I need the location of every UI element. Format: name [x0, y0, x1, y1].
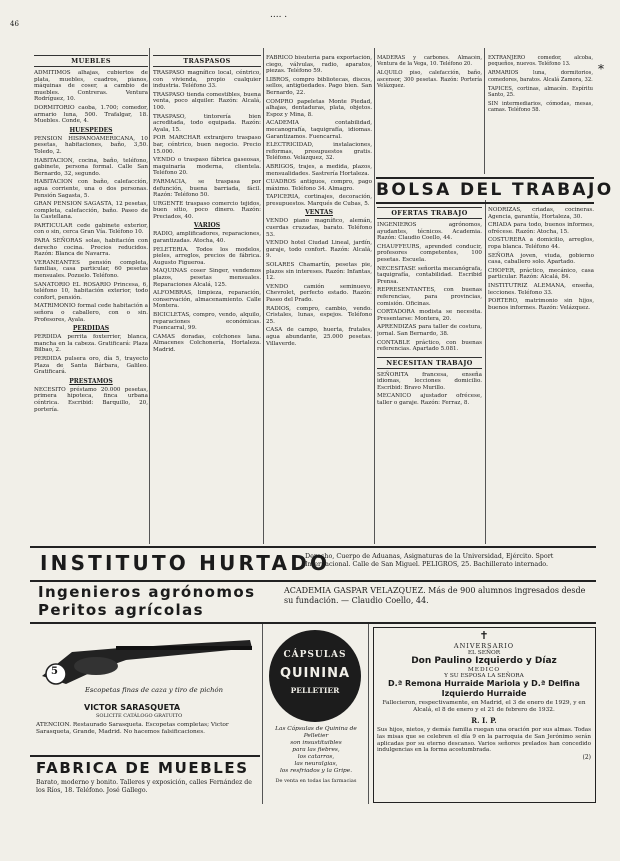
ad-text: ADMITIMOS alhajas, cubiertos de plata, muebles, cuadros, pianos, máquinas de coser, a cambio de muebles. Contreras. Ventura Rodríguez, 10. [34, 70, 148, 103]
ad-text: VENDO hotel Ciudad Lineal, jardín, garaje, todo confort. Razón: Alcalá, 9. [266, 240, 372, 260]
quinina-footer: De venta en todas las farmacias [275, 778, 357, 784]
fabrica-text: Barato, moderno y bonito. Talleres y exposición, calles Fernández de los Ríos, 18. Teléfono. José Gallego. [36, 779, 252, 794]
ad-text: MAQUINAS coser Singer, vendemos plazos, pesetas mensuales. Reparaciones Alcalá, 125. [153, 268, 261, 288]
top-marks: .... . [270, 10, 288, 20]
ad-text: TRASPASO magnífico local, céntrico, con vivienda, propio cualquier industria. Teléfono 33. [153, 70, 261, 90]
ad-text: EXTRANJERO comedor, alcoba, pequeños, nuevos. Teléfono 13. [488, 55, 593, 68]
ad-text: DORMITORIO caoba, 1.700; comedor, armario luna, 500. Trafalgar, 18. Muebles. Conde, 4. [34, 104, 148, 125]
ad-text: VENDO camión seminuevo, Chevrolet, perfecto estado. Razón: Paseo del Prado. [266, 283, 372, 303]
ad-text: ELECTRICIDAD, instalaciones, reformas, presupuestos gratis. Teléfono. Velázquez, 32. [266, 142, 372, 162]
cross-icon: ✝ [479, 630, 489, 642]
section-varios: VARIOS [193, 222, 221, 230]
escopetas-text: ATENCION. Restaurado Sarasqueta. Escopetas completas; Victor Sarasqueta, Grande, Madrid. No hacemos falsificaciones. [36, 722, 229, 735]
ad-text: CUADROS antiguos, compro, pago máximo. Teléfono 34. Almagro. [266, 179, 372, 192]
obituary-heading: EL SEÑOR [467, 650, 501, 656]
ad-text: POR MARCHAR extranjero traspaso bar, céntrico, buen negocio. Precio 15.000. [153, 135, 261, 155]
obituary [377, 630, 591, 800]
ad-text: CAMAS doradas, colchones lana. Almacenes Colchonería, Hortaleza. Madrid. [153, 333, 261, 353]
shotgun-illustration [36, 626, 258, 688]
ad-text: CORTADORA modista se necesita. Presentarse: Montera, 20. [377, 309, 482, 322]
ad-text: SOLARES Chamartín, pesetas pie, plazos sin intereses. Razón: Infantas, 12. [266, 262, 372, 282]
ad-text: HABITACION con baño, calefacción, agua corriente, una o dos personas. Pensión Sagasta, 5. [34, 179, 148, 199]
quinina-line: Las Cápsulas de Quinina de Pelletier [275, 726, 357, 739]
column-1 [34, 55, 148, 548]
fabrica-title: FABRICA DE MUEBLES [36, 759, 249, 777]
ad-text: ARMARIOS luna, dormitorios, comedores, baratos. Alcalá Zamora, 32. [488, 70, 593, 83]
ad-text: BICICLETAS, compro, vendo, alquilo, reparaciones económicas. Fuencarral, 99. [153, 312, 261, 332]
escopetas-badge: 5 [51, 666, 58, 677]
column-2 [153, 55, 261, 548]
ad-text: MADERAS y carbones. Almacén, Ventura de la Vega, 10. Teléfono 20. [377, 55, 482, 68]
corner-mark: * [598, 62, 604, 76]
ingenieros-line-2: Peritos agrícolas [38, 601, 204, 619]
ad-text: COSTURERA a domicilio, arreglos, ropa blanca. Teléfono 44. [488, 237, 594, 250]
bolsa-title: BOLSA DEL TRABAJO [376, 180, 614, 200]
page-number: 46 [10, 20, 19, 28]
escopetas-ad [36, 626, 258, 718]
escopetas-brand: Escopetas finas de caza y tiro de pichón [84, 686, 224, 694]
ad-text: TRASPASO, tintorería bien acreditada, todo equipada. Razón: Ayala, 15. [153, 113, 261, 133]
ad-text: HABITACION, cocina, baño, teléfono, gabinete, persona formal. Calle San Bernardo, 32, segundo. [34, 157, 148, 177]
obituary-heading: Y SU ESPOSA LA SEÑORA [444, 673, 524, 679]
ad-text: MECANICO ajustador ofrécese, taller o garaje. Razón: Ferraz, 8. [377, 393, 482, 407]
quinina-ad [266, 628, 366, 806]
ad-text: LIBROS, compro bibliotecas, discos, sellos, antigüedades. Pago bien. San Bernardo, 22. [266, 76, 372, 96]
section-huespedes: HUESPEDES [69, 126, 113, 134]
ad-text: INGENIEROS agrónomos, ayudantes, técnicos. Academia. Razón: Claudio Coello, 44. [377, 222, 482, 242]
section-necesitan-trabajo: NECESITAN TRABAJO [377, 357, 482, 369]
ad-text: URGENTE traspaso comercio tejidos, buen sitio, poco dinero. Razón: Preciados, 40. [153, 200, 261, 220]
ad-text: PARTICULAR cede gabinete exterior, con o sin, cerca Gran Vía. Teléfono 10. [34, 222, 148, 236]
ad-text: TAPICERIA, cortinajes, decoración, presupuestos. Marqués de Cubas, 5. [266, 194, 372, 207]
quinina-maker: PELLETIER [290, 686, 340, 695]
ad-text: INSTITUTRIZ ALEMANA, enseña, lecciones. Teléfono 33. [488, 282, 594, 296]
ad-text: MATRIMONIO formal cede habitación a señora o caballero, con o sin. Profesores, Ayala. [34, 303, 148, 323]
ad-text: CRIADA para todo, buenos informes, ofrécese. Razón: Atocha, 15. [488, 222, 594, 235]
ingenieros-line-1: Ingenieros agrónomos [38, 583, 256, 601]
escopetas-maker: VICTOR SARASQUETA [84, 703, 181, 712]
ad-text: CHOFER, práctico, mecánico, casa particular. Razón: Alcalá, 84. [488, 267, 594, 281]
quinina-line: los resfriados y la Gripe. [279, 768, 353, 774]
ad-text: TAPICES, cortinas, almacén. Espíritu Santo, 25. [488, 85, 593, 99]
quinina-line: son insustituibles [290, 740, 342, 746]
ad-text: RADIOS, compro, cambio, vendo. Cristales, lunas, espejos. Teléfono 25. [266, 305, 372, 325]
section-ventas: VENTAS [305, 209, 333, 217]
ad-text: ALQUILO piso, calefacción, baño, ascensor, 300 pesetas. Razón: Portería Velázquez. [377, 70, 482, 89]
ad-text: NECESITO préstamo 20.000 pesetas, primera hipoteca, finca urbana céntrica. Escribid: Barquillo, 20, portería. [34, 386, 148, 413]
quinina-product: QUININA [279, 666, 351, 681]
section-traspasos: TRASPASOS [153, 55, 261, 67]
ad-text: FABRICO bisutería para exportación, ciego, válvulas, radio, aparatos, piezas. Teléfono 59. [266, 55, 372, 75]
obituary-heading: ANIVERSARIO [453, 642, 515, 650]
section-muebles: MUEBLES [34, 55, 148, 67]
obituary-dates: Fallecieron, respectivamente, en Madrid, el 3 de enero de 1929, y en Alcalá, el 8 de enero y el 21 de febrero de 1932. [382, 700, 586, 713]
ad-text: PERDIDA pulsera oro, día 5, trayecto Plaza de Santa Bárbara, Galileo. Gratificará. [34, 355, 148, 376]
section-ofertas-trabajo: OFERTAS TRABAJO [377, 207, 482, 219]
ad-text: PELETERIA. Todos los modelos, pieles, arreglos, precios de fábrica. Augusto Figueroa. [153, 246, 261, 266]
hurtado-title: INSTITUTO HURTADO [40, 551, 331, 575]
ad-text: SEÑORITA francesa, enseña idiomas, lecciones domicilio. Escribid: Bravo Murillo. [377, 371, 482, 391]
obituary-role: MEDICO [467, 667, 501, 673]
ad-text: CASA de campo, huerta, frutales, agua abundante, 25.000 pesetas. Villaverde. [266, 327, 372, 347]
section-prestamos: PRESTAMOS [69, 377, 113, 385]
column-4-top [377, 55, 482, 175]
ad-text: SEÑORA joven, viuda, gobierno casa, caballero solo. Apartado. [488, 252, 594, 266]
quinina-lines [266, 726, 366, 775]
ad-text: PARA SEÑORAS solas, habitación con derecho cocina. Precios reducidos. Razón: Blanca de Navarra. [34, 238, 148, 258]
ad-text: RADIO, amplificadores, reparaciones, garantizadas. Atocha, 40. [153, 231, 261, 245]
ad-text: NECESITASE señorita mecanógrafa, taquigrafía, contabilidad. Escribid Prensa. [377, 265, 482, 285]
ad-text: NODRIZAS, criadas, cocineras. Agencia, garantía, Hortaleza, 30. [488, 207, 594, 220]
quinina-line: para las fiebres, [292, 747, 340, 753]
column-3 [266, 55, 372, 548]
ad-text: FARMACIA, se traspasa por defunción, buena barriada, fácil. Razón: Teléfono 50. [153, 178, 261, 199]
quinina-line: las neuralgias, [294, 761, 338, 767]
ad-text: VERANEANTES pensión completa, familias, casa particular, 60 pesetas mensuales. Pozuelo. Teléfono. [34, 259, 148, 280]
ad-text: VENDO piano magnífico, alemán, cuerdas cruzadas, barato. Teléfono 53. [266, 218, 372, 238]
quinina-line: los catarros, [297, 754, 335, 760]
column-5-top [488, 55, 593, 175]
ad-text: REPRESENTANTES, con buenas referencias, para provincias, comisión. Oficinas. [377, 287, 482, 307]
obituary-text: Sus hijos, nietos, y demás familia ruegan una oración por sus almas. Todas las misas que se celebren el día 9 en la parroquia de San Jerónimo serán aplicadas por su eterno descanso. Varios señores prelados han concedido indulgencias en la forma acostumbrada. [377, 727, 591, 754]
ad-text: GRAN PENSION SAGASTA, 12 pesetas, completa, calefacción, baño. Paseo de la Castellana. [34, 201, 148, 221]
ad-text: APRENDIZAS para taller de costura, jornal. San Bernardo, 38. [377, 324, 482, 337]
ad-text: PENSION HISPANOAMERICANA, 10 pesetas, habitaciones, baño, 3,50. Toledo, 2. [34, 135, 148, 155]
ad-text: SIN intermediarios, cómodas, mesas, camas. Teléfono 58. [488, 101, 593, 114]
ad-text: TRASPASO tienda comestibles, buena venta, poco alquiler. Razón: Alcalá, 100. [153, 91, 261, 111]
bolsa-ofertas [377, 207, 482, 543]
ingenieros-text: ACADEMIA GASPAR VELAZQUEZ. Más de 900 alumnos ingresados desde su fundación. — Claudio Coello, 44. [284, 586, 586, 605]
section-perdidas: PERDIDAS [72, 325, 110, 333]
ad-text: PORTERO, matrimonio sin hijos, buenos informes. Razón: Velázquez. [488, 298, 594, 311]
escopetas-sub: SOLICITE CATÁLOGO GRATUITO [96, 713, 183, 719]
ad-text: ACADEMIA contabilidad, mecanografía, taquigrafía, idiomas. Garantizamos. Fuencarral. [266, 120, 372, 140]
obituary-ref: (2) [582, 754, 591, 762]
ad-text: SANATORIO EL ROSARIO Princesa, 6, teléfono 10, habitación exterior, todo confort, pensión. [34, 281, 148, 301]
obituary-name-1: Don Paulino Izquierdo y Díaz [411, 656, 557, 666]
obituary-name-2: D.ª Remona Hurraide Mariola y D.ª Delfina Izquierdo Hurraide [388, 679, 580, 698]
quinina-brand: CÁPSULAS [283, 650, 347, 660]
ad-text: ABRIGOS, trajes, a medida, plazos, mensualidades. Sastrería Hortaleza. [266, 163, 372, 177]
hurtado-text: Derecho, Cuerpo de Aduanas, Asignaturas de la Universidad, Ejército. Sport Internacional. Calle de San Miguel. PELIGROS, 25. Bachillerato internado. [305, 552, 554, 568]
ad-text: VENDO o traspaso fábrica gaseosas, maquinaria moderna, clientela. Teléfono 20. [153, 157, 261, 177]
ad-text: PERDIDA perrita foxterrier, blanca, mancha en la cabeza. Gratificará: Plaza Bilbao, 2. [34, 334, 148, 354]
ad-text: CHAUFFEURS, aprended conducir, profesores competentes, 100 pesetas. Escuela. [377, 243, 482, 263]
obituary-rip: R. I. P. [471, 716, 497, 725]
ad-text: COMPRO papeletas Monte Piedad, alhajas, dentaduras, plata, objetos. Espoz y Mina, 8. [266, 98, 372, 118]
ad-text: CONTABLE práctico, con buenas referencias. Apartado 5.081. [377, 339, 482, 353]
ad-text: ALFOMBRAS, limpieza, reparación, conservación, almacenamiento. Calle Montera. [153, 290, 261, 310]
bolsa-col-2 [488, 207, 594, 543]
